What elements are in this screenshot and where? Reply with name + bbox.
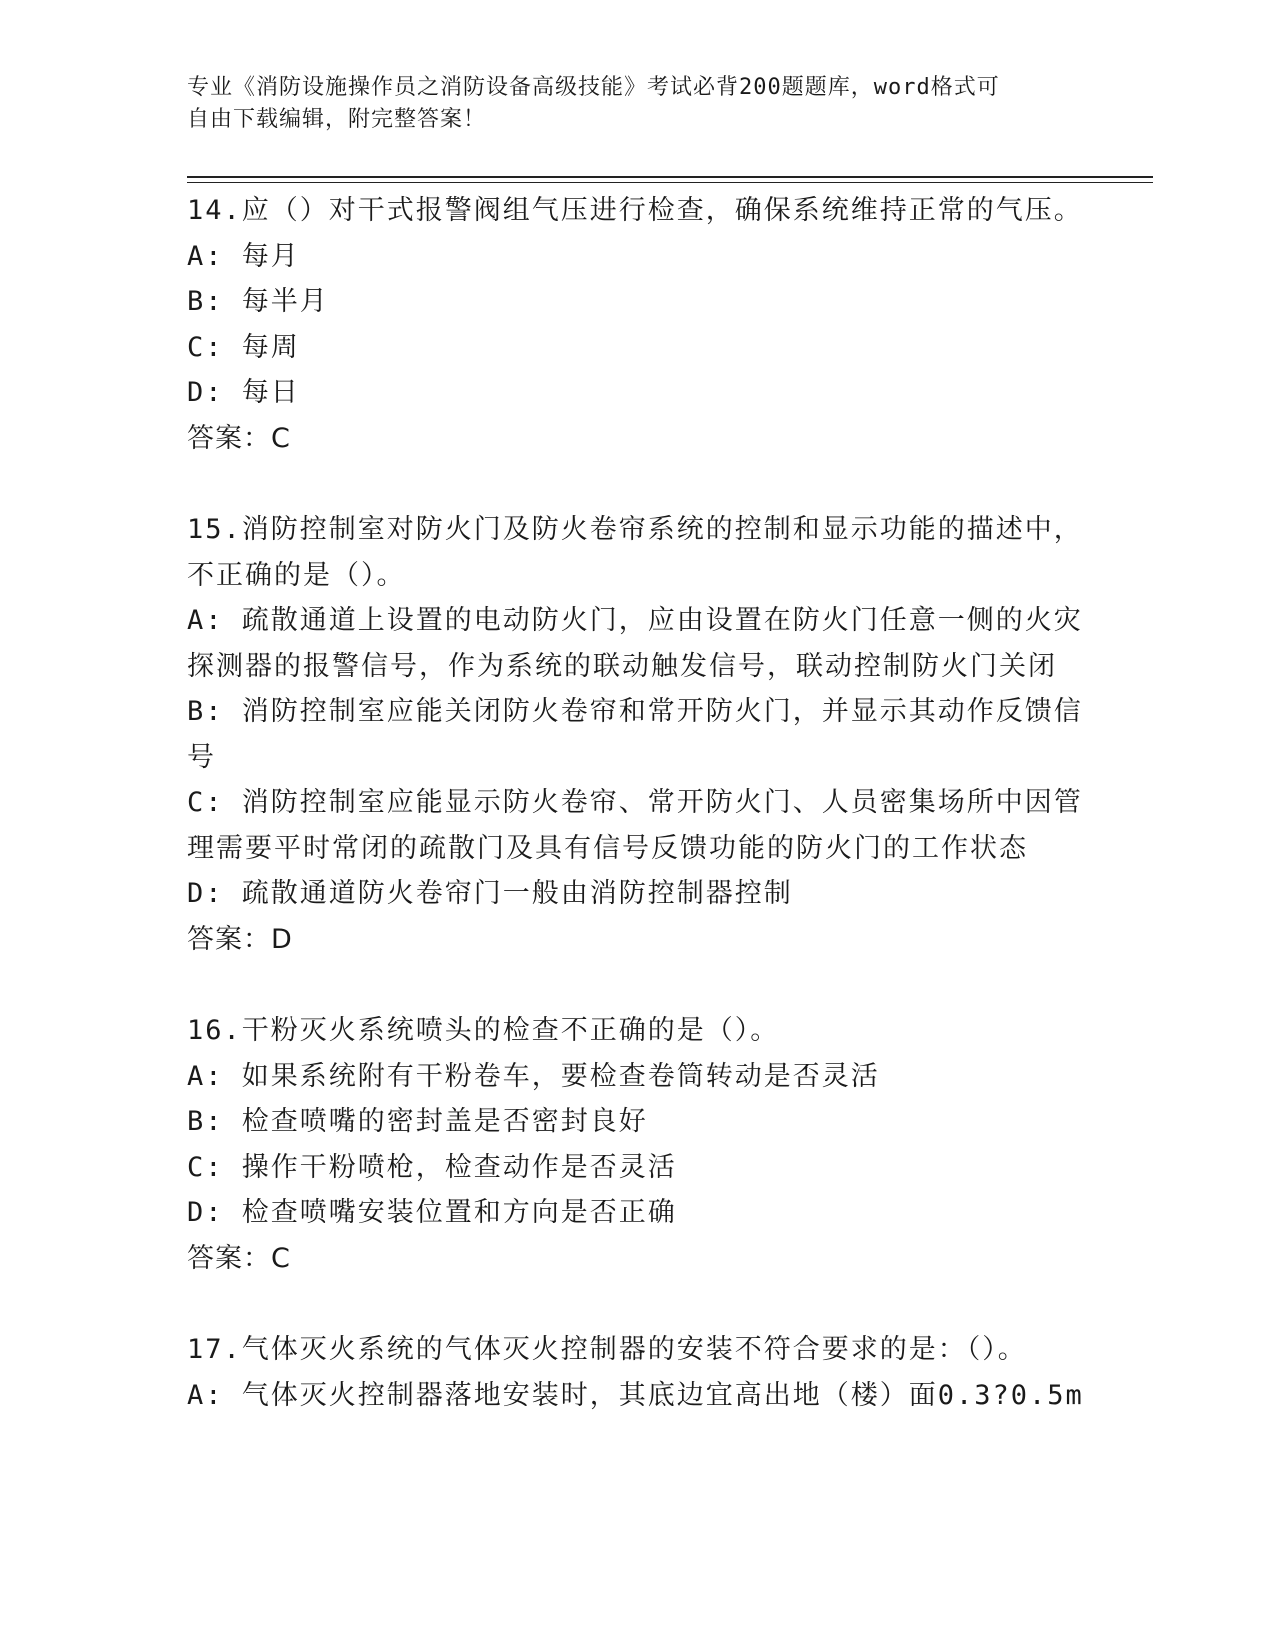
answer-line: 答案：C bbox=[187, 1242, 291, 1274]
question-list bbox=[187, 188, 1087, 1464]
option-a: A: 疏散通道上设置的电动防火门，应由设置在防火门任意一侧的火灾 bbox=[187, 605, 1083, 636]
header-line-2: 自由下载编辑，附完整答案！ bbox=[187, 107, 487, 132]
option-a: A: 气体灭火控制器落地安装时，其底边宜高出地（楼）面0.3?0.5m bbox=[187, 1379, 1084, 1411]
option-c: C: 操作干粉喷枪，检查动作是否灵活 bbox=[187, 1151, 677, 1183]
question-block bbox=[187, 188, 1087, 461]
option-d: D: 疏散通道防火卷帘门一般由消防控制器控制 bbox=[187, 878, 793, 909]
option-b: B: 检查喷嘴的密封盖是否密封良好 bbox=[187, 1106, 648, 1137]
question-block bbox=[187, 507, 1087, 962]
answer-line: 答案：D bbox=[187, 923, 293, 955]
option-a: A: 每月 bbox=[187, 240, 300, 272]
option-c-continued: 理需要平时常闭的疏散门及具有信号反馈功能的防火门的工作状态 bbox=[187, 832, 1028, 864]
answer-line: 答案：C bbox=[187, 422, 291, 454]
option-a-continued: 探测器的报警信号，作为系统的联动触发信号，联动控制防火门关闭 bbox=[187, 650, 1057, 682]
question-stem: 16.干粉灭火系统喷头的检查不正确的是（）。 bbox=[187, 1015, 780, 1046]
option-d: D: 每日 bbox=[187, 377, 300, 408]
option-b: B: 消防控制室应能关闭防火卷帘和常开防火门，并显示其动作反馈信 bbox=[187, 696, 1083, 727]
option-d: D: 检查喷嘴安装位置和方向是否正确 bbox=[187, 1197, 677, 1228]
question-stem: 15.消防控制室对防火门及防火卷帘系统的控制和显示功能的描述中， bbox=[187, 514, 1083, 545]
header-line-1: 专业《消防设施操作员之消防设备高级技能》考试必背200题题库，word格式可 bbox=[187, 75, 1000, 100]
option-a: A: 如果系统附有干粉卷车，要检查卷筒转动是否灵活 bbox=[187, 1060, 880, 1092]
option-c: C: 消防控制室应能显示防火卷帘、常开防火门、人员密集场所中因管 bbox=[187, 787, 1083, 818]
option-b-continued: 号 bbox=[187, 741, 216, 773]
header-divider-thick bbox=[187, 176, 1153, 178]
header-divider-thin bbox=[187, 182, 1153, 183]
question-block bbox=[187, 1008, 1087, 1281]
option-c: C: 每周 bbox=[187, 331, 300, 363]
question-stem-continued: 不正确的是（）。 bbox=[187, 559, 406, 591]
question-block bbox=[187, 1327, 1087, 1418]
option-b: B: 每半月 bbox=[187, 286, 329, 317]
document-header bbox=[187, 72, 1067, 136]
question-stem: 17.气体灭火系统的气体灭火控制器的安装不符合要求的是：（）。 bbox=[187, 1334, 1027, 1365]
question-stem: 14.应（）对干式报警阀组气压进行检查，确保系统维持正常的气压。 bbox=[187, 195, 1083, 226]
